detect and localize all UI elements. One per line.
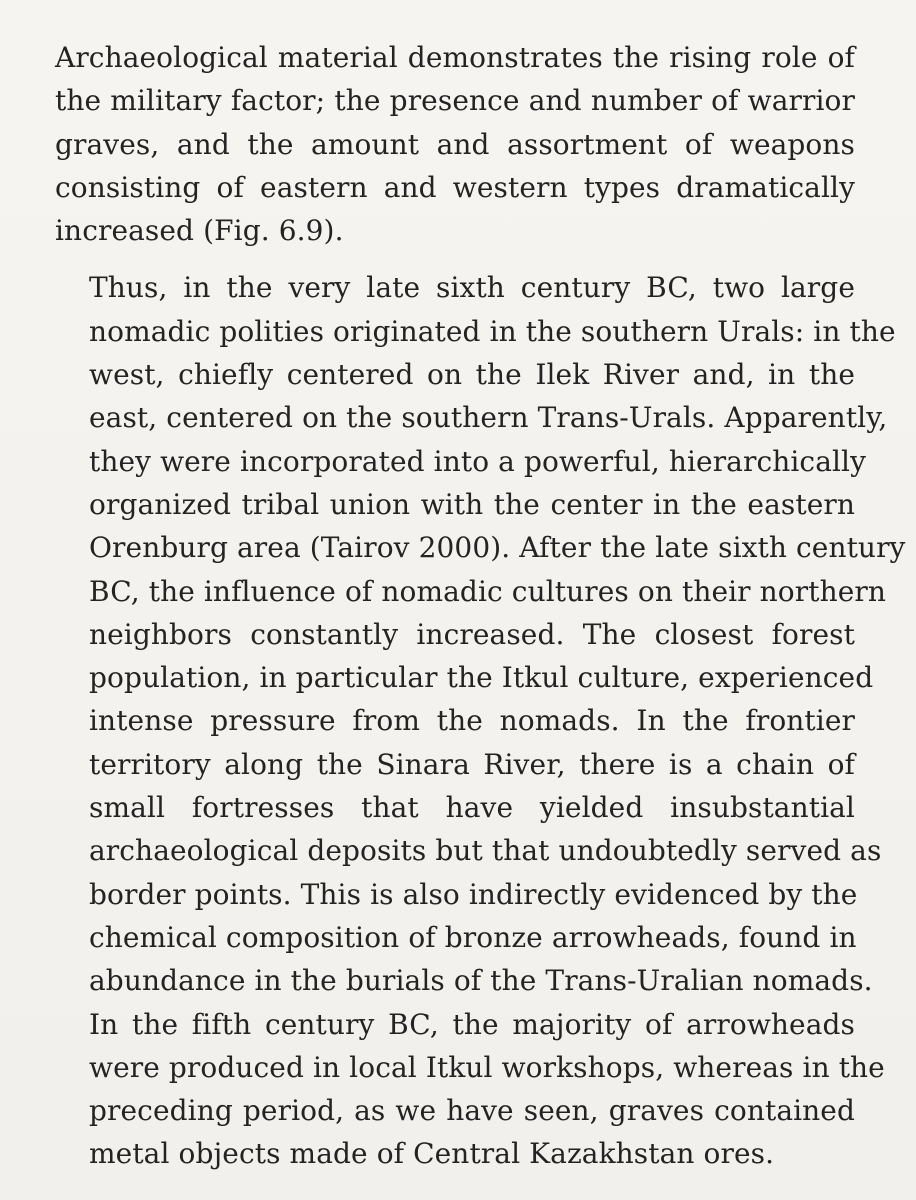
text-line: west, chiefly centered on the Ilek River and, in the <box>89 358 855 392</box>
text-line: consisting of eastern and western types dramatically <box>55 170 855 204</box>
text-line: preceding period, as we have seen, graves contained <box>89 1094 855 1128</box>
text-line: increased (Fig. 6.9). <box>55 214 344 248</box>
text-line: abundance in the burials of the Trans-Uralian nomads. <box>89 964 873 998</box>
paragraph-2 <box>55 266 906 1175</box>
text-line: In the fifth century BC, the majority of arrowheads <box>89 1007 855 1041</box>
text-line: metal objects made of Central Kazakhstan ores. <box>89 1137 775 1171</box>
text-line: small fortresses that have yielded insubstantial <box>89 791 855 825</box>
text-line: graves, and the amount and assortment of weapons <box>55 127 855 161</box>
text-line: territory along the Sinara River, there is a chain of <box>89 747 855 781</box>
body-text <box>55 36 906 1176</box>
paragraph-1 <box>55 36 855 252</box>
text-line: Archaeological material demonstrates the rising role of <box>55 41 855 74</box>
text-line: archaeological deposits but that undoubtedly served as <box>89 834 882 868</box>
text-line: nomadic polities originated in the southern Urals: in the <box>89 314 896 348</box>
text-line: neighbors constantly increased. The closest forest <box>89 617 855 651</box>
text-line: organized tribal union with the center in the eastern <box>89 487 855 521</box>
text-line: east, centered on the southern Trans-Urals. Apparently, <box>89 401 888 435</box>
text-line: Thus, in the very late sixth century BC, two large <box>89 271 855 305</box>
text-line: border points. This is also indirectly evidenced by the <box>89 877 858 911</box>
text-line: the military factor; the presence and number of warrior <box>55 84 855 118</box>
text-line: they were incorporated into a powerful, hierarchically <box>89 444 867 478</box>
text-line: chemical composition of bronze arrowheads, found in <box>89 920 857 954</box>
text-line: BC, the influence of nomadic cultures on their northern <box>89 574 887 608</box>
text-line: were produced in local Itkul workshops, whereas in the <box>89 1050 885 1084</box>
text-line: intense pressure from the nomads. In the frontier <box>89 704 855 738</box>
text-line: Orenburg area (Tairov 2000). After the late sixth century <box>89 531 906 565</box>
text-line: population, in particular the Itkul culture, experienced <box>89 661 874 695</box>
